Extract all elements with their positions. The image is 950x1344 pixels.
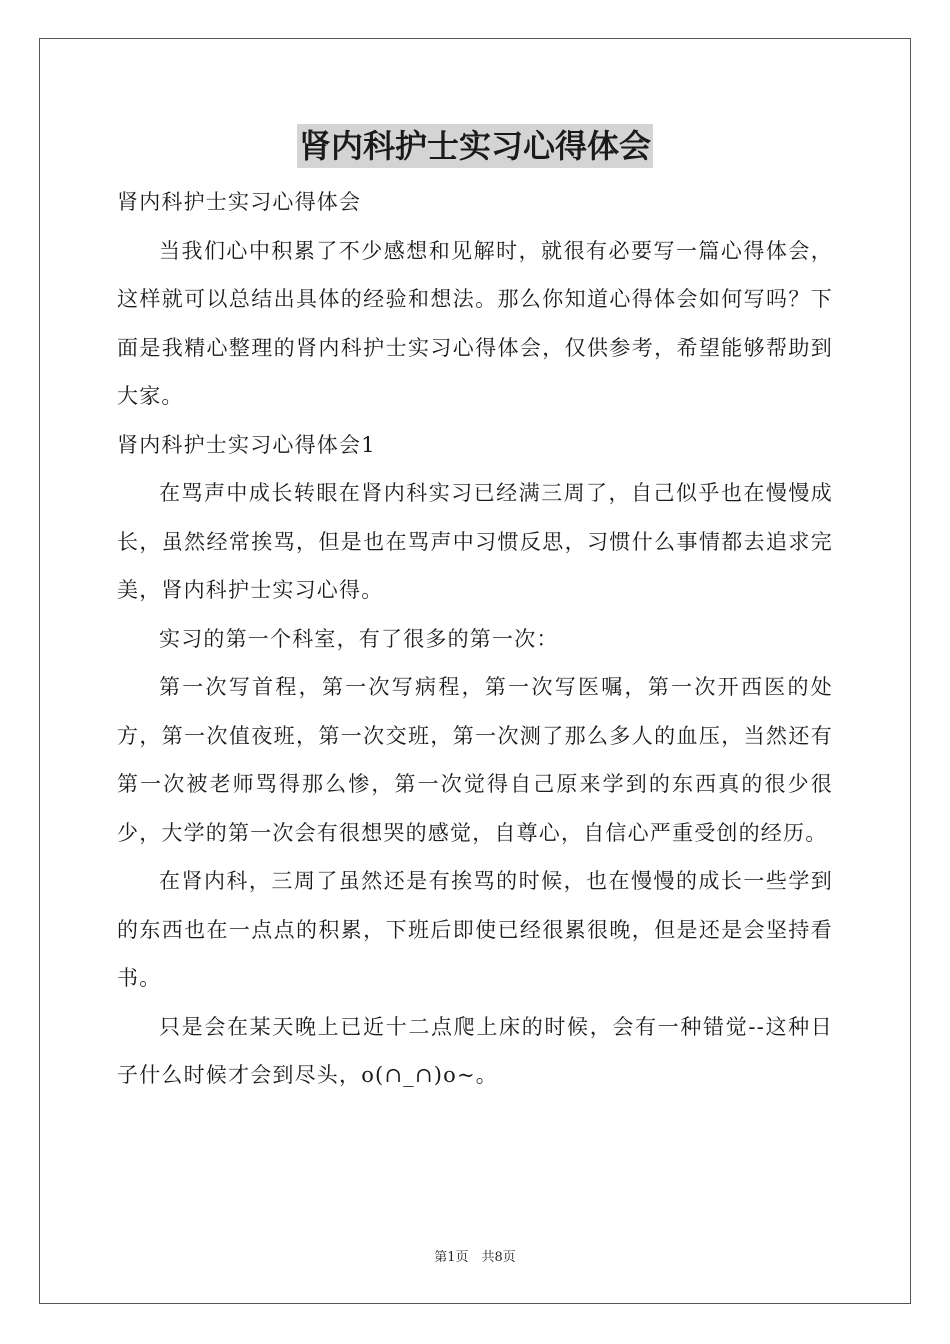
paragraph-subtitle: 肾内科护士实习心得体会 [117,190,362,214]
document-title: 肾内科护士实习心得体会 [297,124,653,168]
paragraph: 只是会在某天晚上已近十二点爬上床的时候，会有一种错觉--这种日子什么时候才会到尽头，o(∩_∩)o~。 [117,1014,833,1087]
paragraph-intro: 当我们心中积累了不少感想和见解时，就很有必要写一篇心得体会，这样就可以总结出具体的经验和想法。那么你知道心得体会如何写吗？下面是我精心整理的肾内科护士实习心得体会，仅供参考，希望能够帮助到大家。 [117,238,833,408]
paragraph: 在肾内科，三周了虽然还是有挨骂的时候，也在慢慢的成长一些学到的东西也在一点点的积累，下班后即使已经很累很晚，但是还是会坚持看书。 [117,869,833,990]
document-body [117,178,833,1100]
paragraph: 实习的第一个科室，有了很多的第一次： [159,626,559,651]
page-number: 第1页 共8页 [434,1250,516,1265]
page-footer [0,1246,950,1265]
title-container [0,124,950,168]
paragraph: 在骂声中成长转眼在肾内科实习已经满三周了，自己似乎也在慢慢成长，虽然经常挨骂，但是也在骂声中习惯反思，习惯什么事情都去追求完美，肾内科护士实习心得。 [117,481,833,602]
section-heading: 肾内科护士实习心得体会1 [117,432,376,457]
paragraph: 第一次写首程，第一次写病程，第一次写医嘱，第一次开西医的处方，第一次值夜班，第一次交班，第一次测了那么多人的血压，当然还有第一次被老师骂得那么惨，第一次觉得自己原来学到的东西真的很少很少，大学的第一次会有很想哭的感觉，自尊心，自信心严重受创的经历。 [117,675,833,845]
